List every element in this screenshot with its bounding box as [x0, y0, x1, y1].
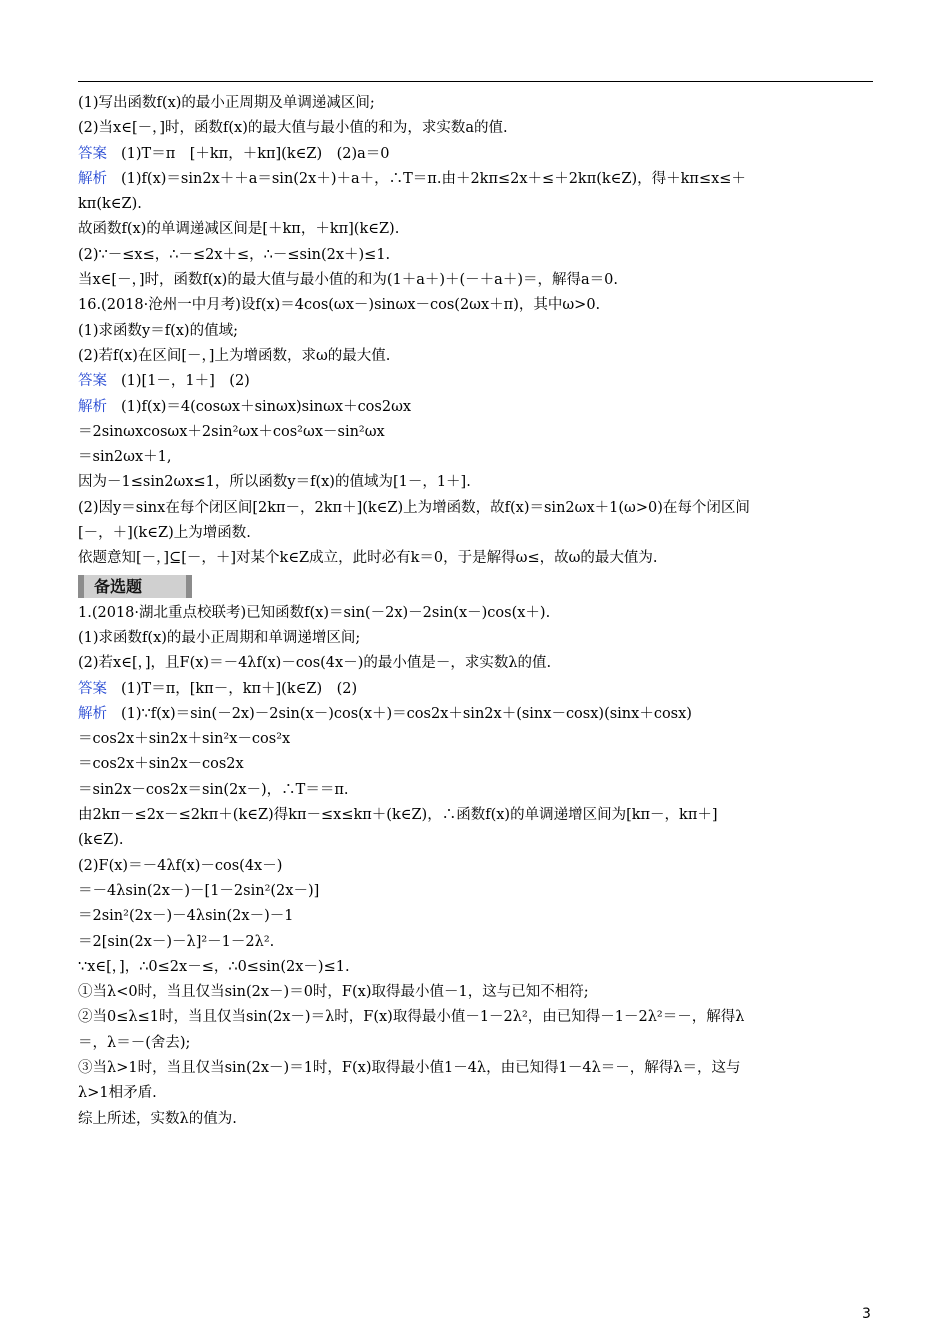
line-text: ＝2sin²(2x－)－4λsin(2x－)－1: [78, 908, 294, 925]
text-line: [78, 344, 878, 369]
text-line: [78, 1056, 878, 1081]
line-text: ③当λ>1时，当且仅当sin(2x－)＝1时，F(x)取得最小值1－4λ，由已知得1－4λ＝－，解得λ＝，这与: [78, 1059, 741, 1076]
text-line: [78, 116, 878, 141]
text-line: [78, 930, 878, 955]
text-line: [78, 369, 878, 394]
text-line: [78, 470, 878, 495]
line-text: 综上所述，实数λ的值为.: [78, 1110, 237, 1127]
line-text: (2)∵－≤x≤，∴－≤2x＋≤，∴－≤sin(2x＋)≤1.: [78, 246, 391, 263]
page-number: 3: [862, 1306, 871, 1322]
text-line: [78, 677, 878, 702]
line-text: ＝cos2x＋sin2x－cos2x: [78, 756, 244, 773]
text-line: [78, 521, 878, 546]
text-line: [78, 752, 878, 777]
text-line: [78, 803, 878, 828]
line-text: 16.(2018·沧州一中月考)设f(x)＝4cos(ωx－)sinωx－cos(2ωx＋π)，其中ω>0.: [78, 297, 601, 314]
line-text: (2)若x∈[，]，且F(x)＝－4λf(x)－cos(4x－)的最小值是－，求实数λ的值.: [78, 655, 552, 672]
solution-part-2: [78, 601, 878, 1132]
line-text: ＝sin2x－cos2x＝sin(2x－)，∴T＝＝π.: [78, 781, 349, 798]
line-text: 依题意知[－，]⊆[－，＋]对某个k∈Z成立，此时必有k＝0，于是解得ω≤，故ω的最大值为.: [78, 550, 658, 567]
text-line: [78, 91, 878, 116]
text-line: [78, 268, 878, 293]
line-text: (1)f(x)＝4(cosωx＋sinωx)sinωx＋cos2ωx: [121, 398, 412, 415]
text-line: [78, 1081, 878, 1106]
text-line: [78, 445, 878, 470]
text-line: [78, 651, 878, 676]
section-header-accent: [186, 575, 192, 598]
answer-label: 解析: [78, 398, 107, 415]
section-title: 备选题: [94, 576, 143, 596]
line-text: (1)∵f(x)＝sin(－2x)－2sin(x－)cos(x＋)＝cos2x＋sin2x＋(sinx－cosx)(sinx＋cosx): [121, 705, 692, 722]
line-text: ②当0≤λ≤1时，当且仅当sin(2x－)＝λ时，F(x)取得最小值－1－2λ²，由已知得－1－2λ²＝－，解得λ: [78, 1009, 745, 1026]
line-text: ＝2sinωxcosωx＋2sin²ωx＋cos²ωx－sin²ωx: [78, 423, 385, 440]
line-text: (2)因y＝sinx在每个闭区间[2kπ－，2kπ＋](k∈Z)上为增函数，故f(x)＝sin2ωx＋1(ω>0)在每个闭区间: [78, 499, 750, 516]
line-text: 因为－1≤sin2ωx≤1，所以函数y＝f(x)的值域为[1－，1＋].: [78, 474, 471, 491]
line-text: 1.(2018·湖北重点校联考)已知函数f(x)＝sin(－2x)－2sin(x－)cos(x＋).: [78, 604, 551, 621]
line-text: ∵x∈[，]，∴0≤2x－≤，∴0≤sin(2x－)≤1.: [78, 958, 350, 975]
text-line: [78, 1031, 878, 1056]
line-text: (1)求函数f(x)的最小正周期和单调递增区间;: [78, 629, 361, 646]
text-line: [78, 626, 878, 651]
line-text: 故函数f(x)的单调递减区间是[＋kπ，＋kπ](k∈Z).: [78, 221, 400, 238]
text-line: [78, 778, 878, 803]
answer-label: 解析: [78, 705, 107, 722]
line-text: ①当λ<0时，当且仅当sin(2x－)＝0时，F(x)取得最小值－1，这与已知不相符;: [78, 984, 589, 1001]
line-text: ＝，λ＝－(舍去);: [78, 1034, 191, 1051]
line-text: ＝cos2x＋sin2x＋sin²x－cos²x: [78, 731, 291, 748]
solution-part-1: [78, 91, 878, 572]
text-line: [78, 1005, 878, 1030]
top-rule: [78, 81, 873, 82]
text-line: [78, 546, 878, 571]
text-line: [78, 601, 878, 626]
text-line: [78, 420, 878, 445]
line-text: ＝－4λsin(2x－)－[1－2sin²(2x－)]: [78, 882, 320, 899]
text-line: [78, 879, 878, 904]
text-line: [78, 243, 878, 268]
line-text: 由2kπ－≤2x－≤2kπ＋(k∈Z)得kπ－≤x≤kπ＋(k∈Z)，∴函数f(x)的单调递增区间为[kπ－，kπ＋]: [78, 807, 718, 824]
answer-label: 答案: [78, 680, 107, 697]
line-text: (1)写出函数f(x)的最小正周期及单调递减区间;: [78, 95, 375, 111]
line-text: (1)[1－，1＋] (2): [121, 373, 250, 390]
line-text: (2)当x∈[－，]时，函数f(x)的最大值与最小值的和为，求实数a的值.: [78, 120, 508, 137]
line-text: (2)F(x)＝－4λf(x)－cos(4x－): [78, 857, 283, 874]
text-line: [78, 142, 878, 167]
line-text: (2)若f(x)在区间[－，]上为增函数，求ω的最大值.: [78, 347, 391, 364]
text-line: [78, 955, 878, 980]
answer-label: 答案: [78, 373, 107, 390]
text-line: [78, 727, 878, 752]
text-line: [78, 192, 878, 217]
line-text: ＝2[sin(2x－)－λ]²－1－2λ².: [78, 933, 275, 950]
line-text: (1)T＝π，[kπ－，kπ＋](k∈Z) (2): [121, 680, 358, 697]
line-text: λ>1相矛盾.: [78, 1085, 157, 1102]
text-line: [78, 904, 878, 929]
line-text: [－，＋](k∈Z)上为增函数.: [78, 525, 251, 542]
line-text: (1)T＝π [＋kπ，＋kπ](k∈Z) (2)a＝0: [121, 145, 390, 162]
text-line: [78, 217, 878, 242]
line-text: ＝sin2ωx＋1,: [78, 449, 172, 466]
answer-label: 解析: [78, 170, 107, 187]
text-line: [78, 293, 878, 318]
text-line: [78, 496, 878, 521]
line-text: 当x∈[－，]时，函数f(x)的最大值与最小值的和为(1＋a＋)＋(－＋a＋)＝，解得a＝0.: [78, 272, 618, 289]
text-line: [78, 395, 878, 420]
line-text: kπ(k∈Z).: [78, 196, 142, 213]
section-header: [78, 575, 186, 598]
line-text: (1)求函数y＝f(x)的值域;: [78, 322, 238, 339]
text-line: [78, 828, 878, 853]
text-line: [78, 1107, 878, 1132]
line-text: (k∈Z).: [78, 832, 124, 849]
text-line: [78, 702, 878, 727]
text-line: [78, 319, 878, 344]
text-line: [78, 980, 878, 1005]
text-line: [78, 167, 878, 192]
document-body: [78, 91, 878, 1132]
text-line: [78, 854, 878, 879]
line-text: (1)f(x)＝sin2x＋＋a＝sin(2x＋)＋a＋，∴T＝π.由＋2kπ≤2x＋≤＋2kπ(k∈Z)，得＋kπ≤x≤＋: [121, 170, 746, 187]
answer-label: 答案: [78, 145, 107, 162]
